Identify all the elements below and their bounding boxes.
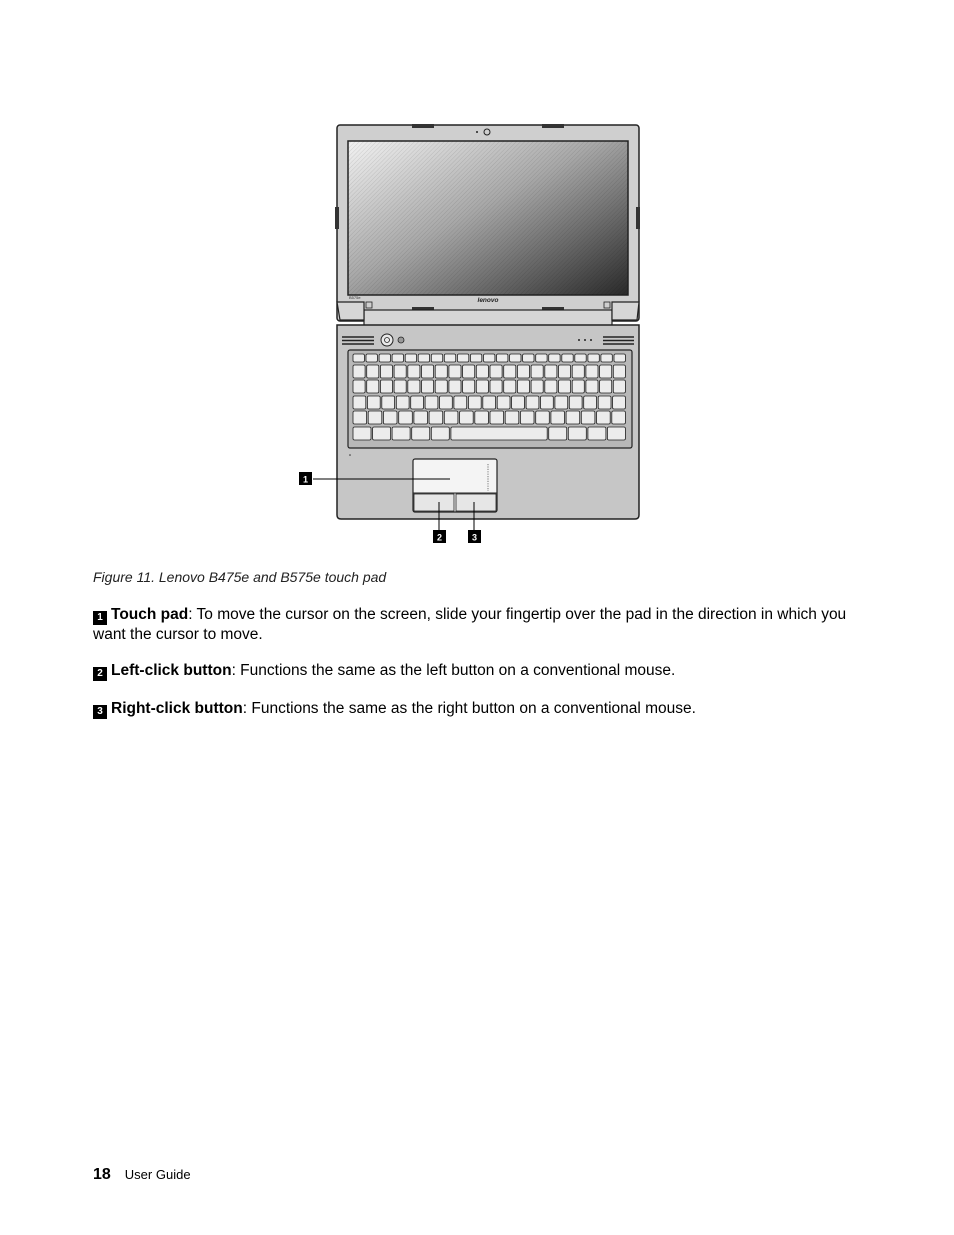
- keyboard-key: [490, 365, 502, 378]
- keyboard-key: [380, 380, 392, 393]
- keyboard-key: [353, 396, 366, 409]
- keyboard-key: [411, 396, 424, 409]
- keyboard-key: [562, 354, 573, 362]
- keyboard-key: [572, 365, 584, 378]
- keyboard-key: [463, 380, 475, 393]
- keyboard-key: [484, 354, 495, 362]
- keyboard-key: [373, 427, 391, 440]
- keyboard-key: [566, 411, 580, 424]
- keyboard-key: [435, 380, 447, 393]
- item-term: Right-click button: [111, 700, 243, 717]
- keyboard-key: [367, 396, 380, 409]
- keyboard-key: [353, 354, 364, 362]
- keyboard-key: [394, 365, 406, 378]
- keyboard-key: [545, 380, 557, 393]
- item-text: : Functions the same as the left button on a conventional mouse.: [231, 662, 676, 679]
- keyboard-key: [379, 354, 390, 362]
- keyboard-key: [399, 411, 413, 424]
- power-button: [381, 334, 393, 346]
- keyboard-key: [559, 365, 571, 378]
- keyboard-key: [470, 354, 481, 362]
- item-number-badge: 1: [93, 611, 107, 625]
- keyboard-key: [541, 396, 554, 409]
- keyboard-key: [405, 354, 416, 362]
- keyboard-key: [505, 411, 519, 424]
- keyboard-key: [475, 411, 489, 424]
- keyboard-key: [531, 380, 543, 393]
- keyboard-key: [520, 411, 534, 424]
- page-footer: [93, 1166, 191, 1184]
- keyboard-key: [353, 411, 367, 424]
- keyboard-key: [536, 354, 547, 362]
- keyboard-key: [607, 427, 625, 440]
- footer-title: User Guide: [124, 1167, 191, 1182]
- keyboard-key: [588, 354, 599, 362]
- keyboard-key: [368, 411, 382, 424]
- keyboard-key: [559, 380, 571, 393]
- keyboard-key: [457, 354, 468, 362]
- keyboard-key: [367, 365, 379, 378]
- keyboard-key: [435, 365, 447, 378]
- item-text: : To move the cursor on the screen, slide your fingertip over the pad in the direction in which you want the cursor to move.: [93, 606, 847, 643]
- keyboard-key: [449, 365, 461, 378]
- keyboard-key: [353, 380, 365, 393]
- page-number: 18: [93, 1166, 111, 1183]
- keyboard-key: [408, 365, 420, 378]
- item-number-badge: 3: [93, 705, 107, 719]
- keyboard-key: [600, 365, 612, 378]
- keyboard-key: [353, 427, 371, 440]
- keyboard-key: [394, 380, 406, 393]
- keyboard-key: [504, 365, 516, 378]
- keyboard-key: [613, 380, 625, 393]
- keyboard-key: [431, 427, 449, 440]
- keyboard-key: [572, 380, 584, 393]
- item-text: : Functions the same as the right button on a conventional mouse.: [242, 700, 696, 717]
- keyboard-key: [584, 396, 597, 409]
- keyboard-key: [392, 354, 403, 362]
- keyboard-key: [412, 427, 430, 440]
- svg-text:3: 3: [471, 532, 478, 543]
- keyboard-key: [612, 411, 626, 424]
- keyboard-key: [383, 411, 397, 424]
- keyboard-key: [392, 427, 410, 440]
- keyboard-key: [454, 396, 467, 409]
- keyboard-key: [581, 411, 595, 424]
- keyboard-key: [380, 365, 392, 378]
- keyboard-key: [531, 365, 543, 378]
- keyboard-key: [575, 354, 586, 362]
- keyboard-key: [568, 427, 586, 440]
- keyboard-key: [396, 396, 409, 409]
- keyboard-key: [586, 365, 598, 378]
- keyboard-key: [382, 396, 395, 409]
- keyboard-key: [598, 396, 611, 409]
- keyboard-key: [444, 411, 458, 424]
- keyboard-key: [429, 411, 443, 424]
- keyboard-key: [549, 427, 567, 440]
- keyboard-key: [444, 354, 455, 362]
- keyboard-key: [517, 380, 529, 393]
- keyboard-key: [545, 365, 557, 378]
- item-touch-pad: [93, 605, 853, 644]
- svg-text:1: 1: [302, 474, 309, 485]
- keyboard-key: [588, 427, 606, 440]
- keyboard-key: [490, 411, 504, 424]
- keyboard-key: [549, 354, 560, 362]
- svg-text:2: 2: [436, 532, 443, 543]
- keyboard-key: [569, 396, 582, 409]
- keyboard-key: [510, 354, 521, 362]
- figure-caption: Figure 11. Lenovo B475e and B575e touch pad: [93, 569, 387, 585]
- left-click-button: [414, 494, 454, 511]
- keyboard-key: [408, 380, 420, 393]
- keyboard-key: [586, 380, 598, 393]
- keyboard-key: [367, 380, 379, 393]
- keyboard-key: [476, 365, 488, 378]
- keyboard-key: [490, 380, 502, 393]
- keyboard-key: [600, 380, 612, 393]
- keyboard-key: [613, 396, 626, 409]
- keyboard-key: [483, 396, 496, 409]
- keyboard-key: [414, 411, 428, 424]
- keyboard-key: [460, 411, 474, 424]
- keyboard-key: [497, 354, 508, 362]
- keyboard-key: [463, 365, 475, 378]
- keyboard-key: [451, 427, 547, 440]
- keyboard-key: [422, 365, 434, 378]
- keyboard-key: [526, 396, 539, 409]
- keyboard-key: [449, 380, 461, 393]
- keyboard-key: [512, 396, 525, 409]
- keyboard-key: [504, 380, 516, 393]
- item-term: Left-click button: [111, 662, 232, 679]
- keyboard-key: [517, 365, 529, 378]
- keyboard-key: [366, 354, 377, 362]
- item-left-click: [93, 661, 853, 681]
- keyboard-key: [614, 354, 625, 362]
- laptop-illustration: [290, 118, 650, 548]
- item-right-click: [93, 699, 853, 719]
- keyboard-key: [468, 396, 481, 409]
- keyboard-key: [551, 411, 565, 424]
- model-label: B575e: [349, 295, 361, 300]
- keyboard-key: [536, 411, 550, 424]
- keyboard-key: [597, 411, 611, 424]
- keyboard-key: [613, 365, 625, 378]
- keyboard-key: [431, 354, 442, 362]
- keyboard-key: [601, 354, 612, 362]
- keyboard-key: [476, 380, 488, 393]
- lenovo-logo: lenovo: [477, 297, 499, 304]
- laptop-figure: [290, 118, 650, 548]
- keyboard-key: [353, 365, 365, 378]
- keyboard-key: [523, 354, 534, 362]
- right-click-button: [456, 494, 496, 511]
- keyboard-key: [497, 396, 510, 409]
- item-term: Touch pad: [111, 606, 189, 623]
- keyboard-key: [440, 396, 453, 409]
- keyboard-key: [425, 396, 438, 409]
- keyboard-key: [422, 380, 434, 393]
- item-number-badge: 2: [93, 667, 107, 681]
- keyboard-key: [555, 396, 568, 409]
- keyboard-key: [418, 354, 429, 362]
